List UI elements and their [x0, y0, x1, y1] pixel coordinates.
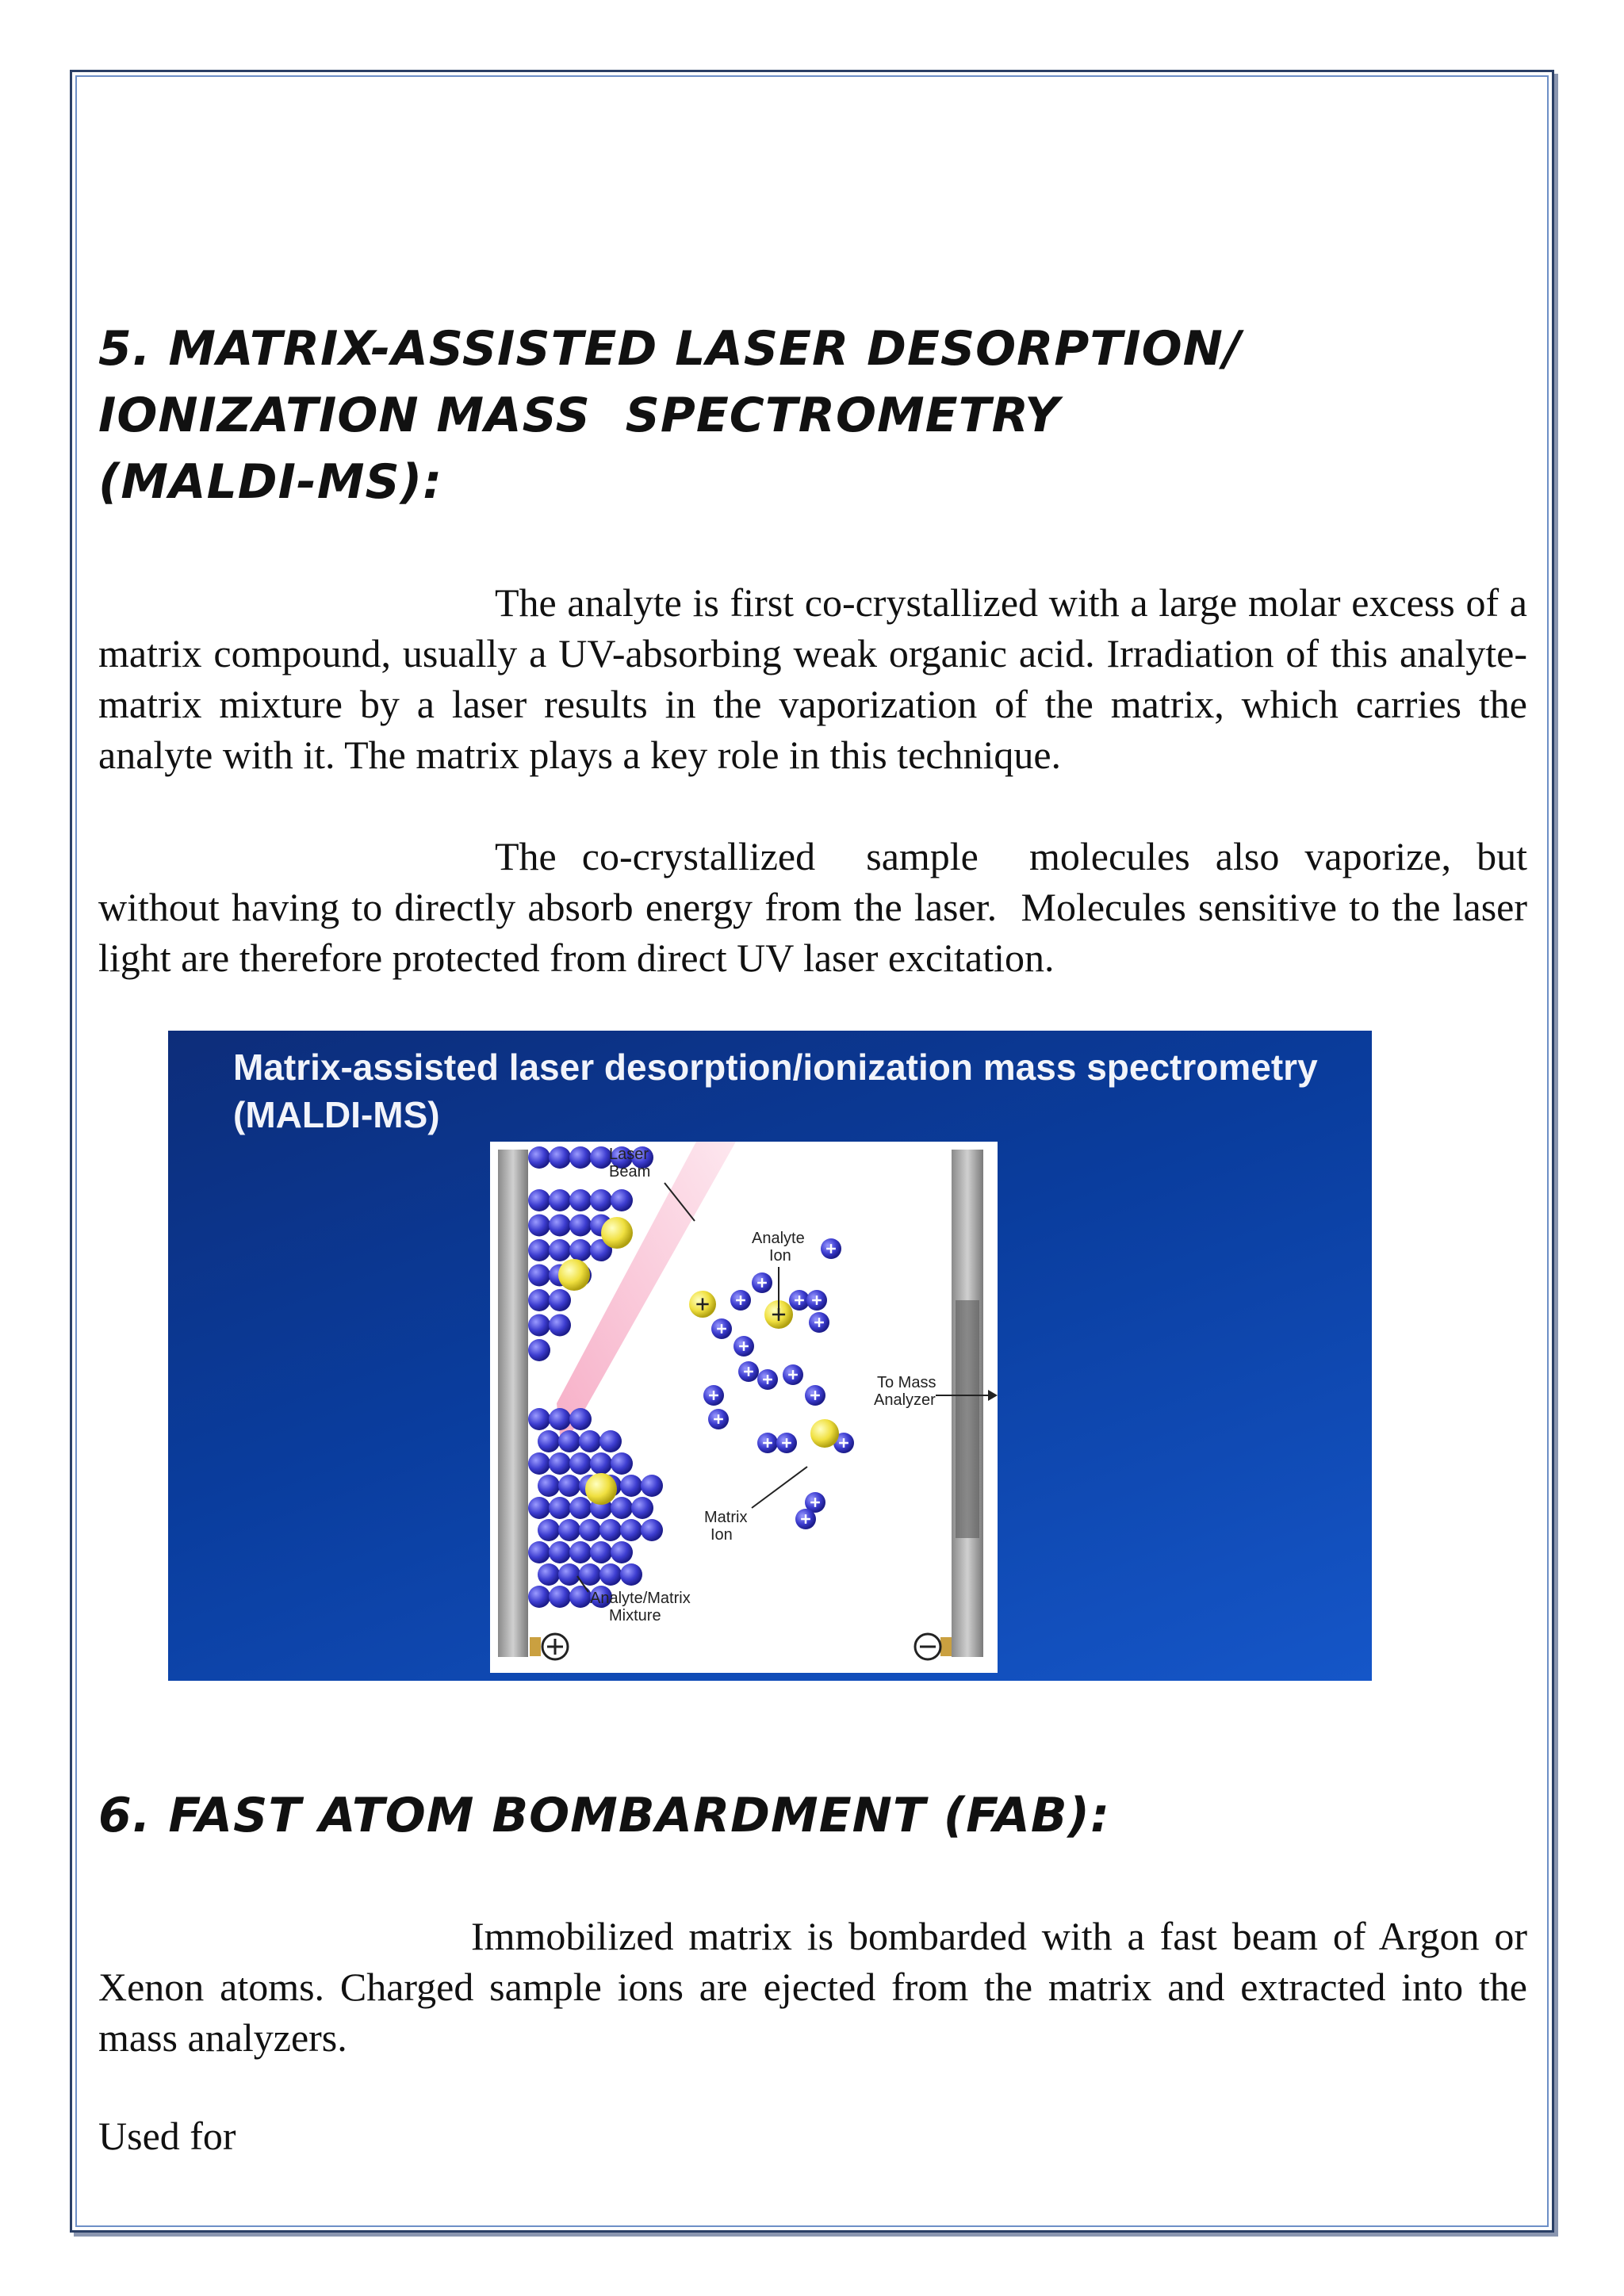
matrix-ion [703, 1385, 724, 1406]
matrix-molecule [558, 1430, 580, 1452]
matrix-ion [783, 1364, 803, 1385]
matrix-molecule [599, 1563, 622, 1586]
matrix-ion [757, 1433, 778, 1453]
matrix-molecule [528, 1339, 550, 1361]
matrix-molecule [611, 1497, 633, 1519]
to-mass-label-1: To Mass [877, 1374, 936, 1391]
matrix-ion [757, 1369, 778, 1390]
grid-slot [956, 1300, 979, 1538]
matrix-molecule [528, 1497, 550, 1519]
matrix-molecule [558, 1519, 580, 1541]
matrix-molecule [549, 1541, 571, 1563]
matrix-molecule [590, 1189, 612, 1211]
analyte-molecule [601, 1217, 633, 1249]
laser-label-2: Beam [609, 1163, 651, 1181]
matrix-molecule [569, 1541, 592, 1563]
desorbed-ions [689, 1238, 854, 1529]
section-6-paragraph-1: Immobilized matrix is bombarded with a fast beam of Argon or Xenon atoms. Charged sample ions are ejected from the matrix and extracted into the mass analyzers. [98, 1914, 1527, 2060]
matrix-ion [821, 1238, 841, 1259]
matrix-molecule [579, 1519, 601, 1541]
matrix-ion-label-1: Matrix [704, 1509, 748, 1526]
mixture-label-2: Mixture [609, 1607, 661, 1624]
sample-plate [498, 1150, 528, 1657]
matrix-ion [711, 1318, 732, 1339]
matrix-molecule [528, 1189, 550, 1211]
cathode-connector [940, 1637, 952, 1656]
plus-circle-icon [542, 1634, 568, 1659]
matrix-ion [806, 1290, 827, 1311]
figure-diagram-panel [490, 1142, 998, 1673]
analyte-ion-label-1: Analyte [752, 1230, 805, 1247]
matrix-molecule [569, 1452, 592, 1475]
section-5-paragraph-2: The co-crystallized sample molecules also vaporize, but without having to directly absorb energy from the laser. Molecules sensitive to the laser light are therefore protected from direct UV laser excitation. [98, 834, 1538, 980]
laser-label-1: Laser [609, 1146, 649, 1163]
matrix-molecule [620, 1563, 642, 1586]
matrix-molecule [569, 1239, 592, 1261]
matrix-molecule [549, 1586, 571, 1608]
matrix-molecule [569, 1586, 592, 1608]
analyte-ion-label-2: Ion [769, 1247, 791, 1265]
section-5-heading-line-3: (MALDI-MS): [98, 454, 443, 510]
matrix-ion [752, 1272, 772, 1293]
matrix-molecule [569, 1497, 592, 1519]
matrix-molecule [579, 1430, 601, 1452]
matrix-ion [730, 1290, 751, 1311]
matrix-molecule [611, 1541, 633, 1563]
matrix-molecule [558, 1475, 580, 1497]
section-6-heading: 6. FAST ATOM BOMBARDMENT (FAB): [98, 1788, 1110, 1843]
minus-circle-icon [915, 1634, 940, 1659]
figure-title [233, 1043, 1343, 1138]
matrix-ion [805, 1385, 825, 1406]
matrix-ion [809, 1312, 829, 1333]
matrix-molecule [611, 1452, 633, 1475]
matrix-molecule [549, 1189, 571, 1211]
matrix-molecule [528, 1265, 550, 1287]
matrix-molecule [641, 1519, 663, 1541]
matrix-molecule [549, 1452, 571, 1475]
matrix-molecule [599, 1519, 622, 1541]
matrix-molecule [558, 1563, 580, 1586]
to-mass-label-2: Analyzer [874, 1391, 936, 1409]
matrix-molecule [538, 1519, 560, 1541]
matrix-molecule [528, 1541, 550, 1563]
analyte-ion [689, 1291, 716, 1318]
matrix-molecule [569, 1408, 592, 1430]
figure-title-line-1: Matrix-assisted laser desorption/ionization mass spectrometry [233, 1047, 1318, 1088]
matrix-molecule [538, 1475, 560, 1497]
section-5-paragraph-1: The analyte is first co-crystallized with a large molar excess of a matrix compound, usually a UV-absorbing weak organic acid. Irradiation of this analyte-matrix mixture by a laser results in the vaporization of the matrix, which carries the analyte with it. The matrix plays a key role in this technique. [98, 580, 1527, 777]
matrix-molecule [538, 1430, 560, 1452]
matrix-molecule [549, 1408, 571, 1430]
section-5-heading-line-1: 5. MATRIX-ASSISTED LASER DESORPTION/ [98, 321, 1242, 377]
matrix-ion [795, 1509, 816, 1529]
analyte-molecule [585, 1473, 617, 1505]
matrix-ion [776, 1433, 797, 1453]
matrix-molecule [549, 1497, 571, 1519]
section-6-paragraph-2: Used for [98, 2114, 236, 2158]
maldi-diagram [490, 1142, 998, 1673]
matrix-molecule [641, 1475, 663, 1497]
matrix-ion [733, 1336, 754, 1357]
matrix-ion-pointer [752, 1467, 807, 1508]
section-5-heading-line-2: IONIZATION MASS SPECTROMETRY [98, 388, 1060, 443]
matrix-molecule [528, 1215, 550, 1237]
matrix-molecule [569, 1215, 592, 1237]
matrix-molecule [528, 1289, 550, 1311]
matrix-molecule [569, 1146, 592, 1169]
analyte-molecule [558, 1259, 590, 1291]
to-mass-arrow-icon [988, 1390, 998, 1401]
matrix-molecule [569, 1189, 592, 1211]
anode-connector [530, 1637, 541, 1656]
matrix-molecule [549, 1289, 571, 1311]
matrix-molecule [528, 1408, 550, 1430]
matrix-molecule [549, 1215, 571, 1237]
matrix-molecule [590, 1452, 612, 1475]
matrix-molecule [599, 1430, 622, 1452]
matrix-molecule [549, 1146, 571, 1169]
matrix-molecule [631, 1497, 653, 1519]
matrix-molecule [549, 1314, 571, 1337]
matrix-molecule [549, 1239, 571, 1261]
maldi-figure [168, 1031, 1372, 1681]
figure-title-line-2: (MALDI-MS) [233, 1094, 440, 1135]
matrix-ion [708, 1409, 729, 1429]
analyte-molecule [810, 1419, 839, 1448]
matrix-molecule [620, 1475, 642, 1497]
matrix-molecule [528, 1146, 550, 1169]
mixture-label-1: Analyte/Matrix [590, 1590, 691, 1607]
matrix-molecule [528, 1586, 550, 1608]
matrix-molecule [590, 1541, 612, 1563]
matrix-molecule [538, 1563, 560, 1586]
matrix-molecule [620, 1519, 642, 1541]
matrix-ion-label-2: Ion [710, 1526, 733, 1544]
matrix-ion [738, 1361, 759, 1382]
matrix-molecule [528, 1452, 550, 1475]
matrix-molecule [528, 1314, 550, 1337]
section-5-heading [98, 316, 1526, 515]
matrix-molecule [528, 1239, 550, 1261]
matrix-molecule [611, 1189, 633, 1211]
